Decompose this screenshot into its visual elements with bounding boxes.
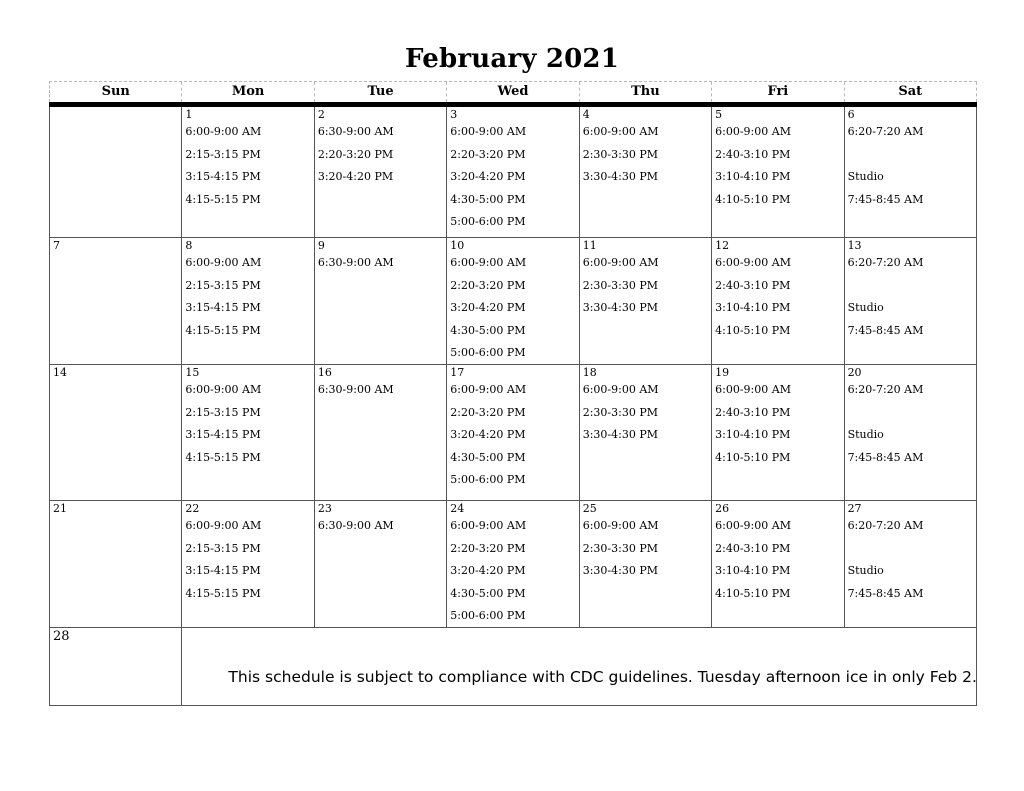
day-cell-3: [447, 107, 579, 238]
time-slot: 6:20-7:20 AM: [847, 383, 924, 396]
time-slot: 2:40-3:10 PM: [715, 405, 791, 419]
time-slot: 6:00-9:00 AM: [185, 519, 262, 532]
time-slot: 2:30-3:30 PM: [582, 541, 658, 555]
time-slot: 3:20-4:20 PM: [450, 301, 526, 315]
day-cell-7: [50, 238, 182, 365]
time-slot: 3:30-4:30 PM: [582, 301, 658, 315]
time-slot: 4:15-5:15 PM: [185, 192, 261, 206]
day-number: 7: [53, 239, 60, 252]
time-slot: 6:00-9:00 AM: [450, 125, 527, 138]
time-slot: 5:00-6:00 PM: [450, 215, 526, 229]
day-number: 15: [185, 366, 200, 379]
time-slot: 6:30-9:00 AM: [317, 383, 394, 396]
weekday-sun: Sun: [50, 82, 182, 102]
day-cell-17: [447, 365, 579, 501]
time-slot: 2:15-3:15 PM: [185, 278, 261, 292]
day-cell-26: [712, 501, 844, 628]
day-number: 28: [53, 629, 70, 644]
note-cell: [182, 628, 977, 706]
day-cell-14: [50, 365, 182, 501]
day-number: 16: [317, 366, 332, 379]
time-slot: 2:40-3:10 PM: [715, 541, 791, 555]
day-number: 11: [582, 239, 597, 252]
time-slot: 6:30-9:00 AM: [317, 125, 394, 138]
day-number: 14: [53, 366, 67, 379]
day-cell-2: [315, 107, 447, 238]
time-slot: 3:10-4:10 PM: [715, 301, 791, 315]
time-slot: 2:20-3:20 PM: [450, 541, 526, 555]
time-slot: 2:20-3:20 PM: [450, 147, 526, 161]
weekday-fri: Fri: [712, 82, 844, 102]
day-cell-12: [712, 238, 844, 365]
day-number: 6: [847, 108, 855, 121]
time-slot: 4:30-5:00 PM: [450, 450, 526, 464]
day-number: 2: [317, 108, 325, 121]
day-cell-5: [712, 107, 844, 238]
time-slot: 4:30-5:00 PM: [450, 192, 526, 206]
time-slot: 6:00-9:00 AM: [582, 256, 659, 269]
day-cell-22: [182, 501, 314, 628]
time-slot: 4:30-5:00 PM: [450, 586, 526, 600]
day-cell-24: [447, 501, 579, 628]
time-slot: 2:15-3:15 PM: [185, 405, 261, 419]
time-slot: 5:00-6:00 PM: [450, 346, 526, 360]
final-week-row: [49, 628, 977, 706]
time-slot: 6:20-7:20 AM: [847, 256, 924, 269]
day-number: 8: [185, 239, 193, 252]
weeks-grid: [49, 107, 977, 628]
day-number: 27: [847, 502, 862, 515]
day-number: 9: [317, 239, 325, 252]
time-slot: 6:00-9:00 AM: [715, 383, 791, 396]
time-slot: 6:00-9:00 AM: [450, 519, 527, 532]
studio-label: Studio: [847, 428, 884, 442]
time-slot: 6:00-9:00 AM: [450, 383, 527, 396]
day-number: 24: [450, 502, 465, 515]
day-number: 13: [847, 239, 862, 252]
calendar-title: February 2021: [404, 44, 620, 74]
day-number: 20: [847, 366, 862, 379]
day-cell-25: [580, 501, 712, 628]
time-slot: 3:30-4:30 PM: [582, 564, 658, 578]
day-number: 26: [715, 502, 730, 515]
time-slot: 6:00-9:00 AM: [582, 125, 659, 138]
time-slot: 4:15-5:15 PM: [185, 586, 261, 600]
weekday-wed: Wed: [447, 82, 579, 102]
day-cell-28: [50, 628, 182, 706]
time-slot: 4:15-5:15 PM: [185, 323, 261, 337]
time-slot: 4:10-5:10 PM: [715, 192, 791, 206]
day-cell-4: [580, 107, 712, 238]
time-slot: 4:30-5:00 PM: [450, 323, 526, 337]
time-slot: 7:45-8:45 AM: [847, 323, 924, 337]
time-slot: 6:30-9:00 AM: [317, 519, 394, 532]
time-slot: 4:10-5:10 PM: [715, 450, 791, 464]
calendar: [49, 81, 977, 706]
day-cell-18: [580, 365, 712, 501]
day-number: 4: [582, 108, 590, 121]
day-cell-11: [580, 238, 712, 365]
day-cell-21: [50, 501, 182, 628]
time-slot: 2:30-3:30 PM: [582, 278, 658, 292]
day-cell-16: [315, 365, 447, 501]
schedule-note: This schedule is subject to compliance with CDC guidelines. Tuesday afternoon ice in only Feb 2.: [228, 668, 977, 686]
time-slot: 3:20-4:20 PM: [450, 428, 526, 442]
time-slot: 3:30-4:30 PM: [582, 428, 658, 442]
day-number: 12: [715, 239, 730, 252]
day-cell-10: [447, 238, 579, 365]
day-number: 21: [53, 502, 67, 515]
time-slot: 6:00-9:00 AM: [582, 519, 659, 532]
time-slot: 6:20-7:20 AM: [847, 519, 924, 532]
day-cell-empty-0-0: [50, 107, 182, 238]
day-cell-9: [315, 238, 447, 365]
time-slot: 2:20-3:20 PM: [317, 147, 394, 161]
time-slot: 6:30-9:00 AM: [317, 256, 394, 269]
time-slot: 2:20-3:20 PM: [450, 405, 526, 419]
time-slot: 6:00-9:00 AM: [185, 256, 262, 269]
time-slot: 7:45-8:45 AM: [847, 450, 924, 464]
time-slot: 7:45-8:45 AM: [847, 586, 924, 600]
day-number: 10: [450, 239, 465, 252]
day-cell-20: [845, 365, 977, 501]
time-slot: 3:15-4:15 PM: [185, 301, 261, 315]
time-slot: 6:00-9:00 AM: [715, 519, 791, 532]
time-slot: 5:00-6:00 PM: [450, 609, 526, 623]
time-slot: 3:20-4:20 PM: [450, 170, 526, 184]
day-number: 1: [185, 108, 193, 121]
day-cell-1: [182, 107, 314, 238]
day-cell-23: [315, 501, 447, 628]
day-number: 22: [185, 502, 200, 515]
time-slot: 7:45-8:45 AM: [847, 192, 924, 206]
day-cell-13: [845, 238, 977, 365]
time-slot: 6:00-9:00 AM: [450, 256, 527, 269]
weekday-sat: Sat: [845, 82, 977, 102]
day-number: 17: [450, 366, 465, 379]
weekday-thu: Thu: [580, 82, 712, 102]
time-slot: 6:00-9:00 AM: [185, 383, 262, 396]
weekday-tue: Tue: [315, 82, 447, 102]
day-number: 23: [317, 502, 332, 515]
day-cell-6: [845, 107, 977, 238]
time-slot: 2:15-3:15 PM: [185, 541, 261, 555]
time-slot: 6:20-7:20 AM: [847, 125, 924, 138]
time-slot: 3:20-4:20 PM: [317, 170, 394, 184]
time-slot: 5:00-6:00 PM: [450, 473, 526, 487]
studio-label: Studio: [847, 301, 884, 315]
day-number: 18: [582, 366, 597, 379]
time-slot: 3:15-4:15 PM: [185, 428, 261, 442]
time-slot: 3:15-4:15 PM: [185, 170, 261, 184]
time-slot: 2:30-3:30 PM: [582, 147, 658, 161]
time-slot: 4:10-5:10 PM: [715, 586, 791, 600]
time-slot: 6:00-9:00 AM: [185, 125, 262, 138]
time-slot: 4:15-5:15 PM: [185, 450, 261, 464]
time-slot: 3:15-4:15 PM: [185, 564, 261, 578]
weekday-header: [49, 81, 977, 102]
studio-label: Studio: [847, 564, 884, 578]
time-slot: 6:00-9:00 AM: [715, 256, 791, 269]
time-slot: 3:10-4:10 PM: [715, 564, 791, 578]
time-slot: 6:00-9:00 AM: [715, 125, 791, 138]
day-number: 5: [715, 108, 723, 121]
time-slot: 4:10-5:10 PM: [715, 323, 791, 337]
time-slot: 2:20-3:20 PM: [450, 278, 526, 292]
time-slot: 3:10-4:10 PM: [715, 170, 791, 184]
studio-label: Studio: [847, 170, 884, 184]
time-slot: 2:15-3:15 PM: [185, 147, 261, 161]
time-slot: 2:40-3:10 PM: [715, 278, 791, 292]
day-number: 19: [715, 366, 730, 379]
day-number: 3: [450, 108, 458, 121]
time-slot: 6:00-9:00 AM: [582, 383, 659, 396]
weekday-mon: Mon: [182, 82, 314, 102]
day-number: 25: [582, 502, 597, 515]
day-number: [53, 108, 181, 121]
day-cell-8: [182, 238, 314, 365]
time-slot: 3:10-4:10 PM: [715, 428, 791, 442]
time-slot: 2:40-3:10 PM: [715, 147, 791, 161]
time-slot: 3:20-4:20 PM: [450, 564, 526, 578]
day-cell-19: [712, 365, 844, 501]
day-cell-27: [845, 501, 977, 628]
time-slot: 2:30-3:30 PM: [582, 405, 658, 419]
day-cell-15: [182, 365, 314, 501]
time-slot: 3:30-4:30 PM: [582, 170, 658, 184]
